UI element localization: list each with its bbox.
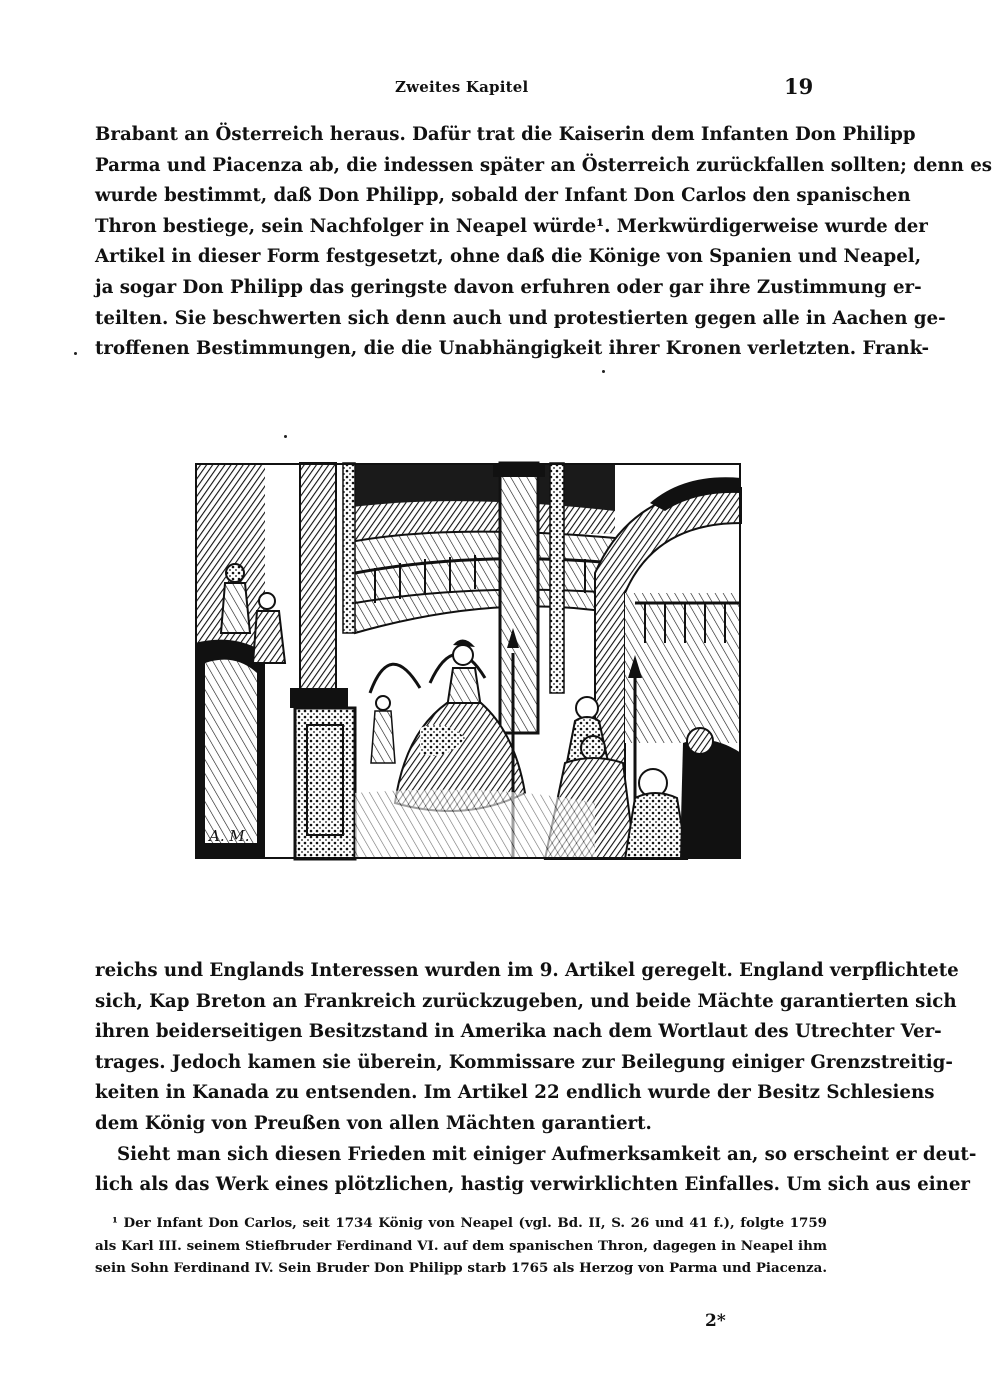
text-line: sich, Kap Breton an Frankreich zurückzugeben, und beide Mächte garantierten sich xyxy=(95,990,957,1012)
text-line: ja sogar Don Philipp das geringste davon erfuhren oder gar ihre Zustimmung er- xyxy=(95,276,922,298)
print-speck xyxy=(74,352,77,355)
footnote-line: als Karl III. seinem Stiefbruder Ferdinand VI. auf dem spanischen Thron, dagegen in Neapel ihm xyxy=(95,1237,827,1254)
print-speck xyxy=(284,435,287,438)
page-number: 19 xyxy=(784,74,814,99)
footnote-line: sein Sohn Ferdinand IV. Sein Bruder Don Philipp starb 1765 als Herzog von Parma und Piacenza. xyxy=(95,1260,827,1277)
text-line: Brabant an Österreich heraus. Dafür trat die Kaiserin dem Infanten Don Philipp xyxy=(95,124,916,145)
paragraph-start-line: Sieht man sich diesen Frieden mit einiger Aufmerksamkeit an, so erscheint er deut- xyxy=(117,1143,977,1165)
body-text-bottom xyxy=(95,956,977,1201)
text-line: Artikel in dieser Form festgesetzt, ohne daß die Könige von Spanien und Neapel, xyxy=(95,246,922,268)
illustration-signature: A. M. xyxy=(209,827,250,845)
text-line: Thron bestiege, sein Nachfolger in Neapel würde¹. Merkwürdigerweise wurde der xyxy=(95,215,928,237)
running-head xyxy=(0,74,900,100)
text-line: trages. Jedoch kamen sie überein, Kommissare zur Beilegung einiger Grenzstreitig- xyxy=(95,1051,953,1073)
body-text-top xyxy=(95,120,992,365)
text-line: Parma und Piacenza ab, die indessen später an Österreich zurückfallen sollten; denn es xyxy=(95,154,992,176)
running-title: Zweites Kapitel xyxy=(395,78,529,96)
text-line: keiten in Kanada zu entsenden. Im Artikel 22 endlich wurde der Besitz Schlesiens xyxy=(95,1082,935,1104)
text-line: troffenen Bestimmungen, die die Unabhängigkeit ihrer Kronen verletzten. Frank- xyxy=(95,338,930,360)
text-line: lich als das Werk eines plötzlichen, hastig verwirklichten Einfalles. Um sich aus einer xyxy=(95,1174,970,1196)
court-scene-drawing xyxy=(195,463,741,859)
footnote xyxy=(95,1212,827,1280)
court-scene-illustration xyxy=(195,463,741,859)
text-line: dem König von Preußen von allen Mächten garantiert. xyxy=(95,1112,652,1134)
text-line: reichs und Englands Interessen wurden im 9. Artikel geregelt. England verpflichtete xyxy=(95,960,959,981)
footnote-line: ¹ Der Infant Don Carlos, seit 1734 König von Neapel (vgl. Bd. II, S. 26 und 41 f.), folgte 1759 xyxy=(112,1215,827,1231)
text-line: ihren beiderseitigen Besitzstand in Amerika nach dem Wortlaut des Utrechter Ver- xyxy=(95,1021,942,1043)
text-line: teilten. Sie beschwerten sich denn auch und protestierten gegen alle in Aachen ge- xyxy=(95,307,946,329)
text-line: wurde bestimmt, daß Don Philipp, sobald der Infant Don Carlos den spanischen xyxy=(95,185,911,207)
signature-mark: 2* xyxy=(705,1311,726,1331)
print-speck xyxy=(602,370,605,373)
